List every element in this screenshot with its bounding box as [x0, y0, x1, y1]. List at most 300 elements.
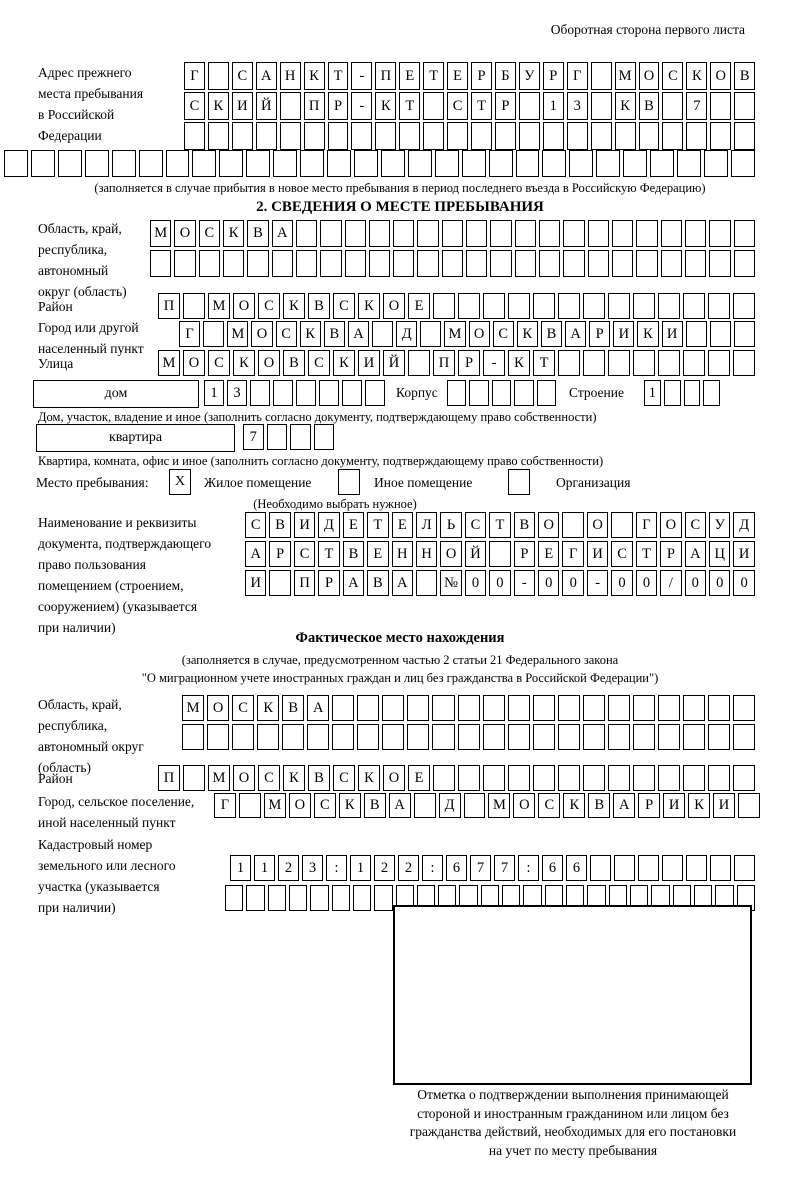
char-box[interactable]: Т	[423, 62, 444, 90]
char-box[interactable]: Т	[367, 512, 388, 538]
char-box[interactable]: 7	[243, 424, 264, 450]
char-box[interactable]	[662, 855, 683, 881]
char-box[interactable]	[542, 150, 566, 177]
char-box[interactable]: Е	[367, 541, 388, 567]
char-box[interactable]: К	[563, 793, 585, 818]
char-box[interactable]	[351, 122, 372, 150]
char-box[interactable]	[492, 380, 511, 406]
char-box[interactable]	[433, 765, 455, 791]
char-box[interactable]: С	[333, 765, 355, 791]
char-box[interactable]	[417, 220, 438, 247]
char-box[interactable]	[314, 424, 335, 450]
char-box[interactable]: И	[663, 793, 685, 818]
char-box[interactable]	[327, 150, 351, 177]
char-box[interactable]: Р	[318, 570, 339, 596]
char-box[interactable]	[709, 250, 730, 277]
char-box[interactable]	[319, 380, 339, 406]
char-box[interactable]	[591, 92, 612, 120]
char-box[interactable]: Р	[495, 92, 516, 120]
char-box[interactable]	[734, 220, 755, 247]
house-field-box[interactable]: дом	[33, 380, 199, 408]
char-box[interactable]: В	[514, 512, 535, 538]
char-box[interactable]: Е	[408, 293, 430, 319]
char-box[interactable]: Е	[343, 512, 364, 538]
char-box[interactable]	[345, 220, 366, 247]
char-box[interactable]: 6	[446, 855, 467, 881]
char-box[interactable]	[183, 765, 205, 791]
char-box[interactable]	[223, 250, 244, 277]
char-box[interactable]: С	[308, 350, 330, 376]
char-box[interactable]: Е	[447, 62, 468, 90]
char-box[interactable]	[342, 380, 362, 406]
char-box[interactable]	[710, 321, 731, 347]
char-box[interactable]: Н	[392, 541, 413, 567]
char-box[interactable]	[469, 380, 488, 406]
char-box[interactable]	[272, 250, 293, 277]
char-box[interactable]	[731, 150, 755, 177]
char-box[interactable]: 1	[543, 92, 564, 120]
char-box[interactable]: С	[184, 92, 205, 120]
char-box[interactable]: Д	[439, 793, 461, 818]
char-box[interactable]	[710, 855, 731, 881]
char-box[interactable]: М	[264, 793, 286, 818]
char-box[interactable]	[734, 855, 755, 881]
char-box[interactable]	[650, 150, 674, 177]
char-box[interactable]	[490, 250, 511, 277]
char-box[interactable]	[150, 250, 171, 277]
char-box[interactable]	[623, 150, 647, 177]
char-box[interactable]: И	[662, 321, 683, 347]
char-box[interactable]	[184, 122, 205, 150]
char-box[interactable]: 0	[465, 570, 486, 596]
char-box[interactable]	[612, 220, 633, 247]
char-box[interactable]: Г	[184, 62, 205, 90]
apartment-field-box[interactable]: квартира	[36, 424, 235, 452]
char-box[interactable]	[374, 885, 392, 911]
stay-type-checkbox-inoe[interactable]	[338, 469, 360, 495]
char-box[interactable]	[633, 350, 655, 376]
char-box[interactable]	[733, 695, 755, 721]
char-box[interactable]	[417, 250, 438, 277]
char-box[interactable]	[708, 695, 730, 721]
char-box[interactable]: 1	[254, 855, 275, 881]
char-box[interactable]: К	[375, 92, 396, 120]
char-box[interactable]: В	[282, 695, 304, 721]
char-box[interactable]	[633, 765, 655, 791]
char-box[interactable]: М	[150, 220, 171, 247]
char-box[interactable]	[608, 695, 630, 721]
char-box[interactable]: Ь	[440, 512, 461, 538]
char-box[interactable]: К	[358, 765, 380, 791]
char-box[interactable]: Р	[458, 350, 480, 376]
char-box[interactable]: 3	[227, 380, 247, 406]
char-box[interactable]	[369, 220, 390, 247]
char-box[interactable]	[710, 122, 731, 150]
char-box[interactable]: 0	[685, 570, 706, 596]
char-box[interactable]: У	[519, 62, 540, 90]
char-box[interactable]: А	[256, 62, 277, 90]
char-box[interactable]	[533, 293, 555, 319]
char-box[interactable]: Р	[660, 541, 681, 567]
char-box[interactable]	[569, 150, 593, 177]
char-box[interactable]: И	[245, 570, 266, 596]
char-box[interactable]: 7	[686, 92, 707, 120]
char-box[interactable]	[273, 150, 297, 177]
char-box[interactable]	[591, 62, 612, 90]
char-box[interactable]	[393, 220, 414, 247]
char-box[interactable]	[174, 250, 195, 277]
char-box[interactable]	[633, 695, 655, 721]
char-box[interactable]	[611, 512, 632, 538]
char-box[interactable]	[519, 92, 540, 120]
char-box[interactable]: К	[304, 62, 325, 90]
char-box[interactable]	[369, 250, 390, 277]
char-box[interactable]	[416, 570, 437, 596]
char-box[interactable]	[683, 695, 705, 721]
char-box[interactable]: В	[343, 541, 364, 567]
char-box[interactable]	[558, 695, 580, 721]
char-box[interactable]	[268, 885, 286, 911]
char-box[interactable]: О	[258, 350, 280, 376]
char-box[interactable]	[583, 695, 605, 721]
char-box[interactable]	[58, 150, 82, 177]
char-box[interactable]: О	[251, 321, 272, 347]
char-box[interactable]: 2	[278, 855, 299, 881]
char-box[interactable]	[583, 765, 605, 791]
char-box[interactable]: К	[615, 92, 636, 120]
char-box[interactable]	[435, 150, 459, 177]
char-box[interactable]	[112, 150, 136, 177]
char-box[interactable]	[704, 150, 728, 177]
char-box[interactable]: Т	[471, 92, 492, 120]
char-box[interactable]: №	[440, 570, 461, 596]
char-box[interactable]: М	[158, 350, 180, 376]
char-box[interactable]: :	[518, 855, 539, 881]
char-box[interactable]	[734, 250, 755, 277]
char-box[interactable]: С	[199, 220, 220, 247]
char-box[interactable]	[466, 220, 487, 247]
char-box[interactable]	[381, 150, 405, 177]
char-box[interactable]: И	[358, 350, 380, 376]
char-box[interactable]: К	[233, 350, 255, 376]
char-box[interactable]	[4, 150, 28, 177]
char-box[interactable]: А	[389, 793, 411, 818]
char-box[interactable]	[563, 220, 584, 247]
char-box[interactable]	[345, 250, 366, 277]
char-box[interactable]	[583, 350, 605, 376]
char-box[interactable]: Е	[408, 765, 430, 791]
char-box[interactable]	[393, 250, 414, 277]
char-box[interactable]: 3	[302, 855, 323, 881]
char-box[interactable]: И	[232, 92, 253, 120]
char-box[interactable]	[471, 122, 492, 150]
char-box[interactable]	[290, 424, 311, 450]
char-box[interactable]: 2	[374, 855, 395, 881]
char-box[interactable]: К	[508, 350, 530, 376]
char-box[interactable]: С	[232, 695, 254, 721]
char-box[interactable]	[638, 855, 659, 881]
char-box[interactable]: О	[710, 62, 731, 90]
char-box[interactable]: М	[227, 321, 248, 347]
char-box[interactable]: О	[233, 293, 255, 319]
char-box[interactable]	[664, 380, 681, 406]
char-box[interactable]: -	[514, 570, 535, 596]
char-box[interactable]: В	[367, 570, 388, 596]
char-box[interactable]	[508, 724, 530, 750]
char-box[interactable]: Г	[214, 793, 236, 818]
char-box[interactable]	[458, 293, 480, 319]
char-box[interactable]: Н	[280, 62, 301, 90]
char-box[interactable]: В	[639, 92, 660, 120]
char-box[interactable]	[658, 695, 680, 721]
char-box[interactable]: Г	[567, 62, 588, 90]
char-box[interactable]: В	[308, 293, 330, 319]
char-box[interactable]: В	[364, 793, 386, 818]
char-box[interactable]	[612, 250, 633, 277]
char-box[interactable]: О	[660, 512, 681, 538]
char-box[interactable]: К	[283, 293, 305, 319]
char-box[interactable]	[372, 321, 393, 347]
char-box[interactable]: Т	[318, 541, 339, 567]
char-box[interactable]	[447, 122, 468, 150]
char-box[interactable]: -	[351, 92, 372, 120]
char-box[interactable]	[256, 122, 277, 150]
char-box[interactable]: 6	[542, 855, 563, 881]
char-box[interactable]	[225, 885, 243, 911]
char-box[interactable]: 7	[470, 855, 491, 881]
char-box[interactable]	[567, 122, 588, 150]
char-box[interactable]	[442, 220, 463, 247]
char-box[interactable]: 0	[709, 570, 730, 596]
char-box[interactable]	[658, 350, 680, 376]
char-box[interactable]: 0	[538, 570, 559, 596]
char-box[interactable]	[519, 122, 540, 150]
char-box[interactable]	[414, 793, 436, 818]
char-box[interactable]	[734, 92, 755, 120]
char-box[interactable]	[232, 122, 253, 150]
char-box[interactable]	[239, 793, 261, 818]
char-box[interactable]	[508, 293, 530, 319]
char-box[interactable]: С	[333, 293, 355, 319]
char-box[interactable]	[608, 350, 630, 376]
char-box[interactable]: О	[587, 512, 608, 538]
char-box[interactable]	[508, 765, 530, 791]
char-box[interactable]	[563, 250, 584, 277]
char-box[interactable]	[166, 150, 190, 177]
char-box[interactable]	[710, 92, 731, 120]
char-box[interactable]: М	[488, 793, 510, 818]
char-box[interactable]	[357, 695, 379, 721]
char-box[interactable]: :	[422, 855, 443, 881]
char-box[interactable]	[662, 122, 683, 150]
char-box[interactable]: -	[587, 570, 608, 596]
char-box[interactable]	[558, 293, 580, 319]
char-box[interactable]	[273, 380, 293, 406]
char-box[interactable]	[708, 724, 730, 750]
char-box[interactable]: Т	[636, 541, 657, 567]
char-box[interactable]: С	[314, 793, 336, 818]
char-box[interactable]: В	[269, 512, 290, 538]
char-box[interactable]: 0	[611, 570, 632, 596]
char-box[interactable]	[558, 724, 580, 750]
char-box[interactable]	[514, 380, 533, 406]
char-box[interactable]	[658, 765, 680, 791]
char-box[interactable]: Г	[562, 541, 583, 567]
char-box[interactable]	[192, 150, 216, 177]
char-box[interactable]	[661, 220, 682, 247]
char-box[interactable]	[543, 122, 564, 150]
char-box[interactable]	[558, 765, 580, 791]
char-box[interactable]	[432, 724, 454, 750]
char-box[interactable]: В	[588, 793, 610, 818]
char-box[interactable]: Т	[399, 92, 420, 120]
char-box[interactable]	[583, 724, 605, 750]
char-box[interactable]: П	[375, 62, 396, 90]
char-box[interactable]: А	[348, 321, 369, 347]
char-box[interactable]	[734, 122, 755, 150]
char-box[interactable]: А	[565, 321, 586, 347]
char-box[interactable]	[375, 122, 396, 150]
char-box[interactable]: С	[662, 62, 683, 90]
char-box[interactable]	[407, 724, 429, 750]
char-box[interactable]: Р	[589, 321, 610, 347]
char-box[interactable]	[658, 293, 680, 319]
char-box[interactable]: К	[257, 695, 279, 721]
char-box[interactable]: О	[469, 321, 490, 347]
char-box[interactable]: Т	[328, 62, 349, 90]
char-box[interactable]: К	[333, 350, 355, 376]
char-box[interactable]: С	[685, 512, 706, 538]
char-box[interactable]: С	[276, 321, 297, 347]
char-box[interactable]: 1	[230, 855, 251, 881]
char-box[interactable]	[332, 885, 350, 911]
char-box[interactable]: К	[686, 62, 707, 90]
char-box[interactable]	[639, 122, 660, 150]
char-box[interactable]	[708, 765, 730, 791]
char-box[interactable]: -	[351, 62, 372, 90]
char-box[interactable]: 1	[204, 380, 224, 406]
char-box[interactable]	[686, 855, 707, 881]
char-box[interactable]: М	[615, 62, 636, 90]
char-box[interactable]	[269, 570, 290, 596]
char-box[interactable]	[442, 250, 463, 277]
char-box[interactable]: /	[660, 570, 681, 596]
char-box[interactable]: П	[304, 92, 325, 120]
char-box[interactable]	[614, 855, 635, 881]
char-box[interactable]: К	[223, 220, 244, 247]
char-box[interactable]	[296, 380, 316, 406]
char-box[interactable]: А	[392, 570, 413, 596]
char-box[interactable]	[684, 380, 701, 406]
char-box[interactable]	[365, 380, 385, 406]
char-box[interactable]: С	[493, 321, 514, 347]
char-box[interactable]: И	[613, 321, 634, 347]
char-box[interactable]	[539, 250, 560, 277]
char-box[interactable]: Ц	[709, 541, 730, 567]
char-box[interactable]: В	[283, 350, 305, 376]
char-box[interactable]: М	[182, 695, 204, 721]
char-box[interactable]: К	[283, 765, 305, 791]
char-box[interactable]	[85, 150, 109, 177]
char-box[interactable]	[558, 350, 580, 376]
char-box[interactable]	[464, 793, 486, 818]
char-box[interactable]: 0	[733, 570, 754, 596]
char-box[interactable]: С	[258, 293, 280, 319]
char-box[interactable]	[677, 150, 701, 177]
char-box[interactable]	[533, 724, 555, 750]
char-box[interactable]	[515, 220, 536, 247]
char-box[interactable]: Й	[383, 350, 405, 376]
char-box[interactable]	[183, 293, 205, 319]
char-box[interactable]	[300, 150, 324, 177]
char-box[interactable]: Е	[399, 62, 420, 90]
char-box[interactable]	[708, 293, 730, 319]
char-box[interactable]	[332, 695, 354, 721]
char-box[interactable]: П	[294, 570, 315, 596]
char-box[interactable]: О	[233, 765, 255, 791]
char-box[interactable]	[304, 122, 325, 150]
char-box[interactable]	[354, 150, 378, 177]
char-box[interactable]: :	[326, 855, 347, 881]
char-box[interactable]: С	[465, 512, 486, 538]
char-box[interactable]	[596, 150, 620, 177]
char-box[interactable]	[583, 293, 605, 319]
char-box[interactable]: О	[639, 62, 660, 90]
stay-type-checkbox-org[interactable]	[508, 469, 530, 495]
char-box[interactable]	[588, 220, 609, 247]
char-box[interactable]: 3	[567, 92, 588, 120]
char-box[interactable]	[738, 793, 760, 818]
char-box[interactable]: О	[538, 512, 559, 538]
char-box[interactable]	[508, 695, 530, 721]
char-box[interactable]	[408, 150, 432, 177]
char-box[interactable]: П	[158, 293, 180, 319]
char-box[interactable]	[562, 512, 583, 538]
char-box[interactable]	[320, 220, 341, 247]
char-box[interactable]	[310, 885, 328, 911]
char-box[interactable]: С	[245, 512, 266, 538]
char-box[interactable]: -	[483, 350, 505, 376]
char-box[interactable]	[686, 321, 707, 347]
char-box[interactable]	[733, 350, 755, 376]
char-box[interactable]: Б	[495, 62, 516, 90]
char-box[interactable]	[420, 321, 441, 347]
char-box[interactable]: Р	[514, 541, 535, 567]
char-box[interactable]	[182, 724, 204, 750]
char-box[interactable]	[588, 250, 609, 277]
char-box[interactable]: В	[308, 765, 330, 791]
char-box[interactable]	[307, 724, 329, 750]
char-box[interactable]	[432, 695, 454, 721]
char-box[interactable]: 0	[489, 570, 510, 596]
char-box[interactable]: С	[611, 541, 632, 567]
char-box[interactable]: И	[294, 512, 315, 538]
char-box[interactable]	[615, 122, 636, 150]
char-box[interactable]	[683, 724, 705, 750]
char-box[interactable]	[246, 150, 270, 177]
char-box[interactable]	[703, 380, 720, 406]
char-box[interactable]: 6	[566, 855, 587, 881]
char-box[interactable]: Й	[256, 92, 277, 120]
char-box[interactable]: А	[613, 793, 635, 818]
char-box[interactable]	[683, 765, 705, 791]
char-box[interactable]	[683, 350, 705, 376]
char-box[interactable]	[423, 92, 444, 120]
char-box[interactable]: К	[208, 92, 229, 120]
char-box[interactable]	[207, 724, 229, 750]
char-box[interactable]	[733, 765, 755, 791]
char-box[interactable]	[458, 724, 480, 750]
